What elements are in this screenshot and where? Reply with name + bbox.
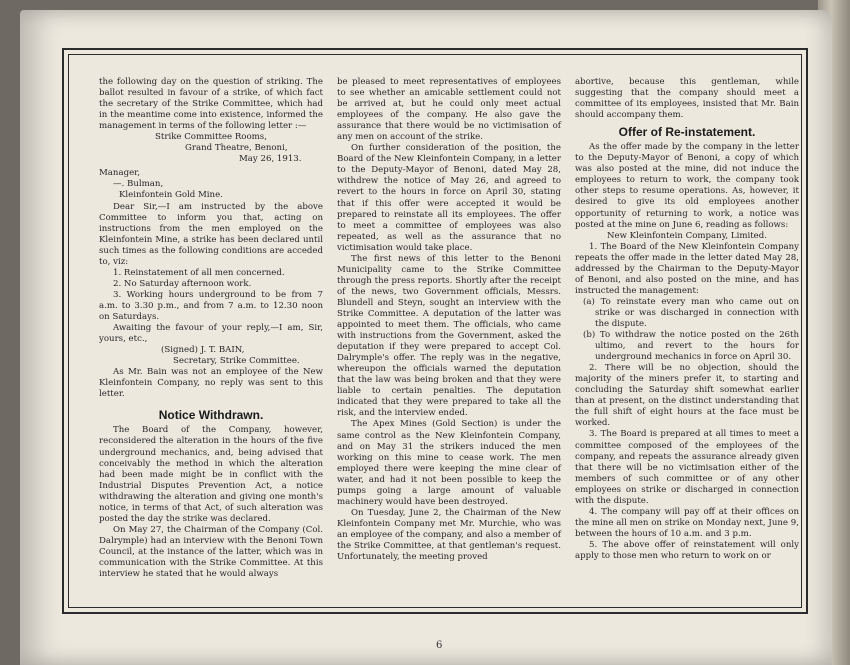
list-item: 3. The Board is prepared at all times to meet a committee composed of the employees of the company, and repeats the assurance already given that there will be no victimisation either of the members of such committee or of any other employees on strike or discharged in connection with the dispute. [575, 429, 799, 506]
list-item: 1. The Board of the New Kleinfontein Company repeats the offer made in the letter dated May 28, addressed by the Chairman to the Deputy-Mayor of Benoni, and also posted on the mine, and has instructed the management: [575, 241, 799, 296]
section-heading: Notice Withdrawn. [158, 408, 264, 423]
list-item: 2. There will be no objection, should the majority of the miners prefer it, to starting and concluding the Saturday shift somewhat earlier than at present, on the distinct understanding that the full shift of eight hours at the face must be worked. [575, 363, 799, 429]
paragraph: On Tuesday, June 2, the Chairman of the New Kleinfontein Company met Mr. Murchie, who was an employee of the company, and also a member of the Strike Committee, at that gentleman's request. Unfortunately, the meeting proved [337, 507, 561, 563]
text-column-3 [575, 77, 799, 562]
paragraph: On further consideration of the position, the Board of the New Kleinfontein Company, in a letter to the Deputy-Mayor of Benoni, dated May 28, withdrew the notice of May 26, and agreed to revert to the hours in force on April 30, stating that if this offer were accepted it would be prepared to reinstate all its employees. The offer to meet a committee of employees was also repeated, as well as the assurance that no victimisation would take place. [337, 143, 561, 253]
paragraph: Dear Sir,—I am instructed by the above Committee to inform you that, acting on instructions from the men employed on the Kleinfontein Mine, a strike has been declared until such times as the following conditions are acceded to, viz: [99, 201, 323, 267]
paragraph: Awaiting the favour of your reply,—I am, Sir, yours, etc., [99, 323, 323, 345]
letter-date: May 26, 1913. [239, 154, 302, 165]
text-column-1 [99, 77, 323, 580]
text-column-2 [337, 77, 561, 563]
paragraph: the following day on the question of striking. The ballot resulted in favour of a strike, of which fact the secretary of the Strike Committee, which had in the meantime come into existence, informed the management in terms of the following letter :— [99, 77, 323, 132]
sub-item: (b) To withdraw the notice posted on the 26th ultimo, and revert to the hours for underground mechanics in force on April 30. [583, 330, 799, 363]
paragraph: abortive, because this gentleman, while suggesting that the company should meet a committee of its employees, insisted that Mr. Bain should accompany them. [575, 77, 799, 121]
letter-recipient: Kleinfontein Gold Mine. [119, 190, 223, 201]
paragraph: As the offer made by the company in the letter to the Deputy-Mayor of Benoni, a copy of which was also posted at the mine, did not induce the employees to return to work, the company took other steps to resume operations. As, however, it desired to give its old employees another opportunity of returning to work, a notice was posted at the mine on June 6, reading as follows: [575, 142, 799, 230]
list-item: 3. Working hours underground to be from 7 a.m. to 3.30 p.m., and from 7 a.m. to 12.30 noon on Saturdays. [99, 289, 323, 322]
letter-salutation: Manager, [99, 168, 141, 179]
page-border [62, 48, 808, 614]
sub-item: (a) To reinstate every man who came out on strike or was discharged in connection with the dispute. [583, 296, 799, 329]
paragraph: The Board of the Company, however, reconsidered the alteration in the hours of the five underground mechanics, and, being advised that conceivably the method in which the alteration had been made might be in conflict with the Industrial Disputes Prevention Act, a notice withdrawing the alteration and giving one month's notice, in terms of that Act, of such alteration was posted the day the strike was declared. [99, 425, 323, 524]
list-item: 1. Reinstatement of all men concerned. [113, 267, 285, 278]
signature: (Signed) J. T. BAIN, [161, 345, 245, 356]
paragraph: The Apex Mines (Gold Section) is under the same control as the New Kleinfontein Company, and on May 31 the strikers induced the men working on this mine to cease work. The men employed there were keeping the mine clear of water, and had it not been possible to keep the pumps going a large amount of valuable machinery would have been destroyed. [337, 419, 561, 507]
paragraph: be pleased to meet representatives of employees to see whether an amicable settlement could not be arrived at, but he could only meet actual employees of the company. He also gave the assurance that there would be no victimisation of any men on account of the strike. [337, 77, 561, 143]
paragraph: As Mr. Bain was not an employee of the New Kleinfontein Company, no reply was sent to this letter. [99, 367, 323, 400]
list-item: 5. The above offer of reinstatement will only apply to those men who return to work on or [575, 539, 799, 561]
list-item: 4. The company will pay off at their offices on the mine all men on strike on Monday next, June 9, between the hours of 10 a.m. and 3 p.m. [575, 506, 799, 539]
paragraph: On May 27, the Chairman of the Company (Col. Dalrymple) had an interview with the Benoni Town Council, at the instance of the latter, which was in communication with the Strike Committee. At this interview he stated that he would always [99, 524, 323, 580]
section-heading: Offer of Re-instatement. [618, 125, 756, 140]
page-border-inner [68, 54, 802, 608]
letter-address-line: Grand Theatre, Benoni, [185, 143, 288, 154]
signature-title: Secretary, Strike Committee. [173, 356, 300, 367]
letter-recipient: —. Bulman, [113, 179, 164, 190]
letter-address-line: Strike Committee Rooms, [155, 132, 267, 143]
list-item: 2. No Saturday afternoon work. [113, 278, 252, 289]
notice-title: New Kleinfontein Company, Limited. [606, 230, 768, 241]
page-number: 6 [436, 640, 443, 651]
paragraph: The first news of this letter to the Benoni Municipality came to the Strike Committee through the press reports. Shortly after the receipt of the news, two Government officials, Messrs. Blundell and Steyn, sought an interview with the Strike Committee. A deputation of the latter was appointed to meet them. The officials, who came with instructions from the Government, asked the deputation if they were prepared to accept Col. Dalrymple's offer. The reply was in the negative, whereupon the officials warned the deputation that the law was being broken and that they were liable to certain penalties. The deputation indicated that they were prepared to take all the risk, and the interview ended. [337, 253, 561, 419]
